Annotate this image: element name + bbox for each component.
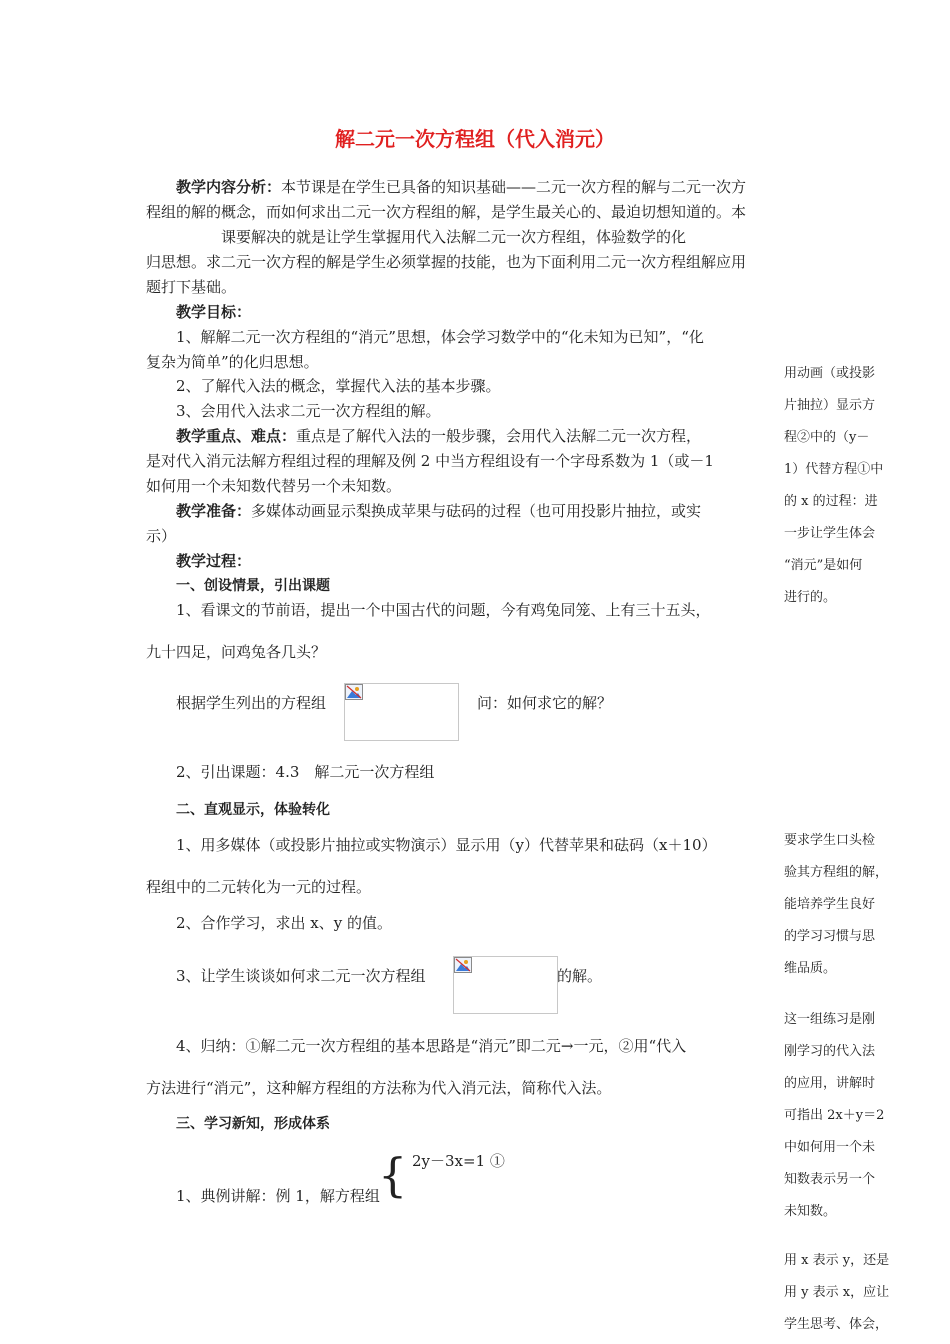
equation-brace: { [378,1148,408,1202]
s2-para-2: 2、合作学习，求出 x、y 的值。 [176,914,393,932]
sidenote-2-line: 要求学生口头检 [784,833,876,848]
sidenote-2-line: 验其方程组的解， [784,865,889,880]
keypoints-line-1 [176,425,701,447]
s2-para-3-after: 的解。 [557,967,603,985]
analysis-line-3: 课要解决的就是让学生掌握用代入法解二元一次方程组，体验数学的化 [221,228,687,246]
sidenote-2 [784,825,904,985]
broken-image-icon [454,957,472,973]
analysis-label: 教学内容分析： [176,178,282,196]
analysis-line-4: 归思想。求二元一次方程的解是学生必须掌握的技能，也为下面利用二元一次方程组解应用 [146,253,747,271]
s2-para-3-before: 3、让学生谈谈如何求二元一次方程组 [176,967,426,985]
sidenote-2-line: 维品质。 [784,961,837,976]
keypoints-label: 教学重点、难点： [176,427,297,445]
sidenote-3-line: 这一组练习是刚 [784,1012,876,1027]
sidenote-1-line: 片抽拉）显示方 [784,398,876,413]
process-label: 教学过程： [176,552,252,570]
s2-para-4b: 方法进行“消元”，这种解方程组的方法称为代入消元法，简称代入法。 [146,1079,612,1097]
goal-3: 3、会用代入法求二元一次方程组的解。 [176,402,441,420]
equation-1: 2y－3x=1 ① [412,1152,505,1170]
keypoints-line-2: 是对代入消元法解方程组过程的理解及例 2 中当方程组设有一个字母系数为 1（或－1 [146,452,714,470]
sidenote-3-line: 中如何用一个未 [784,1140,876,1155]
goal-2: 2、了解代入法的概念，掌握代入法的基本步骤。 [176,377,501,395]
s1-para-2-after: 问：如何求它的解？ [477,694,613,712]
sidenote-3 [784,1004,904,1228]
s2-para-1a: 1、用多媒体（或投影片抽拉或实物演示）显示用（y）代替苹果和砝码（x＋10） [176,836,717,854]
s1-para-1a: 1、看课文的节前语，提出一个中国古代的问题，今有鸡兔同笼、上有三十五头， [176,601,711,619]
sidenote-3-line: 知数表示另一个 [784,1172,876,1187]
goals-label: 教学目标： [176,303,252,321]
s2-para-4a: 4、归纳：①解二元一次方程组的基本思路是“消元”即二元→一元，②用“代入 [176,1037,687,1055]
sidenote-3-line: 未知数。 [784,1204,837,1219]
sidenote-1-line: 1）代替方程①中 [784,462,884,477]
section-3-heading: 三、学习新知，形成体系 [176,1116,330,1132]
sidenote-3-line: 可指出 2x＋y＝2 [784,1108,885,1123]
analysis-text-1: 本节课是在学生已具备的知识基础——二元一次方程的解与二元一次方 [281,178,747,196]
s3-para-1: 1、典例讲解：例 1，解方程组 [176,1187,380,1205]
prep-line-1 [176,500,701,522]
s2-para-1b: 程组中的二元转化为一元的过程。 [146,878,372,896]
analysis-line-1 [176,176,746,198]
sidenote-1-line: 一步让学生体会 [784,526,876,541]
analysis-line-5: 题打下基础。 [146,278,237,296]
sidenote-4-line: 用 x 表示 y，还是 [784,1253,890,1268]
goal-1a: 1、解解二元一次方程组的“消元”思想，体会学习数学中的“化未知为已知”，“化 [176,328,704,346]
sidenote-3-line: 的应用，讲解时 [784,1076,876,1091]
sidenote-4-line: 学生思考、体会， [784,1317,889,1332]
prep-line-2: 示） [146,527,177,545]
sidenote-1-line: 进行的。 [784,590,837,605]
sidenote-4-line: 用 y 表示 x，应让 [784,1285,890,1300]
goal-1b: 复杂为简单”的化归思想。 [146,353,319,371]
section-2-heading: 二、直观显示，体验转化 [176,802,330,818]
sidenote-2-line: 的学习习惯与思 [784,929,876,944]
sidenote-1-line: “消元”是如何 [784,558,863,573]
s1-para-3: 2、引出课题：4.3 解二元一次方程组 [176,763,435,781]
page-title: 解二元一次方程组（代入消元） [335,127,615,151]
sidenote-2-line: 能培养学生良好 [784,897,876,912]
keypoints-text-1: 重点是了解代入法的一般步骤，会用代入法解二元一次方程， [296,427,702,445]
prep-text-1: 多媒体动画显示梨换成苹果与砝码的过程（也可用投影片抽拉，或实 [251,502,702,520]
sidenote-1 [784,358,904,614]
keypoints-line-3: 如何用一个未知数代替另一个未知数。 [146,477,402,495]
broken-image-icon [345,684,363,700]
section-1-heading: 一、创设情景，引出课题 [176,578,330,594]
sidenote-1-line: 程②中的（y－ [784,430,870,445]
sidenote-4 [784,1245,904,1341]
s1-para-2-before: 根据学生列出的方程组 [176,694,327,712]
prep-label: 教学准备： [176,502,252,520]
equation-system-image-2 [453,956,558,1014]
s1-para-1b: 九十四足，问鸡兔各几头？ [146,643,327,661]
sidenote-3-line: 刚学习的代入法 [784,1044,876,1059]
equation-system-image [344,683,459,741]
sidenote-1-line: 用动画（或投影 [784,366,876,381]
sidenote-1-line: 的 x 的过程：进 [784,494,878,509]
analysis-line-2: 程组的解的概念，而如何求出二元一次方程组的解，是学生最关心的、最迫切想知道的。本 [146,203,747,221]
